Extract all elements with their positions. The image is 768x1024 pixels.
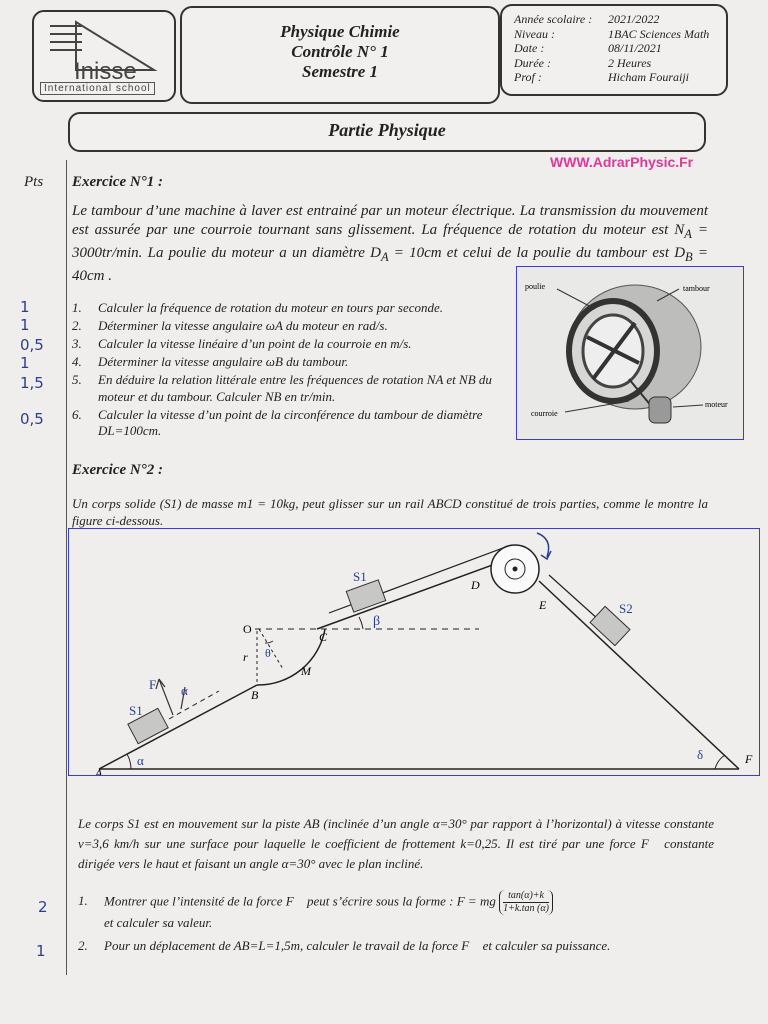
washing-machine-figure [516,266,744,440]
figure-label-courroie: courroie [531,409,558,418]
question-item: 4. Déterminer la vitesse angulaire ωB du tambour. [72,354,349,369]
label-E: E [539,598,547,612]
ex1-point: 0,5 [20,410,44,428]
margin-line [66,160,67,975]
exercise1-intro: Le tambour d’une machine à laver est entrainé par un moteur électrique. La transmission du mouvement est assurée par une courroie tournant sans glissement. La fréquence de rotation du moteur est $N_A = 3000tr/\min$. La poulie du moteur a un diamètre $D_A = 10cm$ et celui de la poulie du tambour est $D_B = 40cm$ . [72,203,709,284]
label-S1: S1 [129,703,143,718]
info-box [500,4,728,96]
drum-motor-drawing [517,267,743,439]
pts-label: Pts [24,174,44,190]
question-item: 2. Déterminer la vitesse angulaire ωA du moteur en rad/s. [72,318,388,333]
part-title: Partie Physique [328,120,446,140]
label-r: r [243,650,248,664]
label-alpha2: α [181,683,188,698]
label-S1-top: S1 [353,569,367,584]
label-F: F [745,752,753,766]
logo-name: Inisse [74,58,137,85]
logo-subtitle: International school [40,82,155,95]
question-item: 6. Calculer la vitesse d’un point de la circonférence du tambour de diamètre DL=100cm. [72,406,483,438]
figure-label-poulie: poulie [525,282,545,291]
label-alpha: α [137,753,144,768]
semester-title: Semestre 1 [301,62,379,81]
rail-figure [68,528,760,776]
exercise2-question-1: 1. Montrer que l’intensité de la force F⃗ peut s’écrire sous la forme : F = mg $\frac{\tan(\alpha)+k}{1+k.\tan (\alpha)}$ et calculer sa valeur. [78,890,718,932]
title-box [180,6,500,104]
label-S2: S2 [619,601,633,616]
info-row: Prof : Hicham Fouraiji [514,70,689,84]
figure-label-moteur: moteur [705,400,728,409]
exercise1-questions [72,300,506,441]
ex1-point: 1 [20,298,30,316]
logo-box [32,10,176,102]
label-O: O [243,622,252,636]
part-title-box [68,112,706,152]
block-s1-top [346,580,385,612]
q1-number: 1. [78,893,88,909]
question-item: 5. En déduire la relation littérale entre les fréquences de rotation NA et NB du moteur et du tambour. Calculer NB en tr/min. [72,372,492,404]
question-item: 1. Calculer la fréquence de rotation du moteur en tours par seconde. [72,300,444,315]
test-title: Contrôle N° 1 [291,42,389,61]
label-force: F [149,677,157,692]
label-B: B [251,688,259,702]
exercise2-title: Exercice N°2 : [72,462,163,478]
label-C: C [319,630,328,644]
figure-label-tambour: tambour [683,284,710,293]
ex1-point: 1 [20,316,30,334]
ex2-point-1: 2 [38,898,48,916]
label-beta: β [373,614,381,629]
exercise2-question-2: 2. Pour un déplacement de AB=L=1,5m, calculer le travail de la force F⃗ et calculer sa puissance. [78,938,611,953]
rail-abcd-diagram [69,529,759,775]
info-row: Année scolaire : 2021/2022 [514,12,660,26]
ex2-point-2: 1 [36,942,46,960]
formula-fraction: $\frac{\tan(\alpha)+k}{1+k.\tan (\alpha)}$ [499,890,553,915]
info-row: Niveau : 1BAC Sciences Math [514,26,710,41]
question-item: 3. Calculer la vitesse linéaire d’un point de la courroie en m/s. [72,336,412,351]
exercise2-intro: Un corps solide (S1) de masse m1 = 10kg, peut glisser sur un rail ABCD constitué de trois parties, comme le montre la figure ci-dessous. [72,496,708,528]
info-row: Date : 08/11/2021 [514,41,662,55]
label-theta: θ [265,646,271,660]
ex1-point: 1 [20,354,30,372]
label-M: M [301,664,311,678]
info-row: Durée : 2 Heures [514,55,652,70]
subject-title: Physique Chimie [280,22,400,41]
ex1-point: 1,5 [20,374,44,392]
label-A: A [95,766,103,775]
ex1-point: 0,5 [20,336,44,354]
label-D: D [471,578,480,592]
exercise1-title: Exercice N°1 : [72,174,163,190]
label-delta: δ [697,747,704,762]
exercise2-body: Le corps S1 est en mouvement sur la piste AB (inclinée d’un angle α=30° par rapport à l’horizontal) à vitesse constante v=3,6 km/h sur une surface pour laquelle le coefficient de frottement k=0,25. Il est tiré par une force F⃗ constante dirigée vers le haut et faisant un angle α=30° avec le plan incliné. [78,816,714,871]
website-link[interactable]: WWW.AdrarPhysic.Fr [550,154,694,170]
